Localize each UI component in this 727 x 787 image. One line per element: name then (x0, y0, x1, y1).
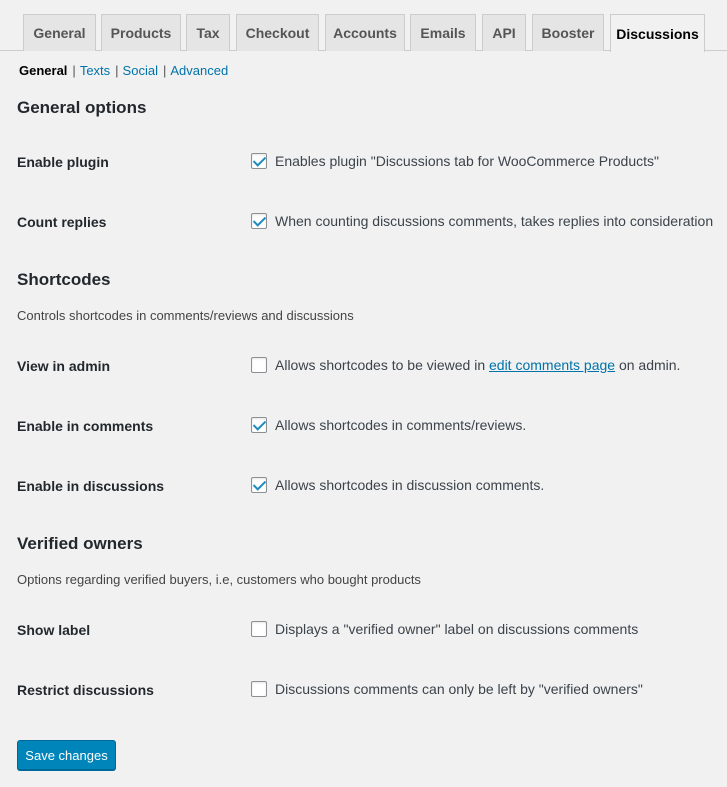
view-in-admin-text-before: Allows shortcodes to be viewed in (275, 357, 486, 373)
tab-tax[interactable]: Tax (186, 14, 230, 51)
shortcodes-description: Controls shortcodes in comments/reviews and discussions (17, 308, 354, 323)
verified-owners-description: Options regarding verified buyers, i.e, customers who bought products (17, 572, 421, 587)
enable-plugin-label: Enable plugin (17, 154, 109, 170)
enable-plugin-text: Enables plugin "Discussions tab for WooCommerce Products" (275, 153, 659, 169)
tab-accounts[interactable]: Accounts (325, 14, 405, 51)
enable-in-comments-field (251, 417, 526, 433)
restrict-discussions-field (251, 681, 643, 697)
tab-discussions[interactable]: Discussions (610, 14, 705, 52)
restrict-discussions-text: Discussions comments can only be left by "verified owners" (275, 681, 643, 697)
subnav-advanced[interactable]: Advanced (170, 62, 229, 78)
subnav-separator: | (72, 62, 76, 78)
enable-plugin-checkbox[interactable] (251, 153, 267, 169)
count-replies-label: Count replies (17, 214, 107, 230)
tab-checkout[interactable]: Checkout (236, 14, 319, 51)
tab-general[interactable]: General (23, 14, 96, 51)
enable-in-comments-text: Allows shortcodes in comments/reviews. (275, 417, 527, 433)
save-changes-button[interactable]: Save changes (17, 740, 116, 770)
shortcodes-heading: Shortcodes (17, 270, 111, 289)
enable-in-comments-checkbox[interactable] (251, 417, 267, 433)
view-in-admin-label: View in admin (17, 358, 111, 374)
enable-in-discussions-label: Enable in discussions (17, 478, 165, 494)
restrict-discussions-checkbox[interactable] (251, 681, 267, 697)
general-options-heading: General options (17, 98, 147, 117)
enable-in-discussions-text: Allows shortcodes in discussion comments. (275, 477, 545, 493)
show-label-checkbox[interactable] (251, 621, 267, 637)
enable-in-discussions-field (251, 477, 544, 493)
subnav-separator: | (115, 62, 119, 78)
enable-in-discussions-checkbox[interactable] (251, 477, 267, 493)
show-label-text: Displays a "verified owner" label on discussions comments (275, 621, 639, 637)
tab-products[interactable]: Products (101, 14, 181, 51)
section-subnav (19, 62, 228, 78)
subnav-texts[interactable]: Texts (79, 62, 111, 78)
tab-api[interactable]: API (482, 14, 526, 51)
show-label-field (251, 621, 638, 637)
edit-comments-page-link[interactable]: edit comments page (489, 357, 616, 373)
count-replies-checkbox[interactable] (251, 213, 267, 229)
enable-in-comments-label: Enable in comments (17, 418, 154, 434)
count-replies-field (251, 213, 713, 229)
settings-tabs (0, 14, 727, 51)
view-in-admin-text-after: on admin. (618, 357, 681, 373)
tab-booster[interactable]: Booster (532, 14, 604, 51)
subnav-separator: | (162, 62, 167, 78)
subnav-general[interactable]: General (19, 62, 68, 78)
count-replies-text: When counting discussions comments, takes replies into consideration (275, 213, 714, 229)
show-label-label: Show label (17, 622, 91, 638)
view-in-admin-checkbox[interactable] (251, 357, 267, 373)
subnav-social[interactable]: Social (122, 62, 158, 78)
enable-plugin-field (251, 153, 659, 169)
restrict-discussions-label: Restrict discussions (17, 682, 154, 698)
verified-owners-heading: Verified owners (17, 534, 143, 553)
tab-emails[interactable]: Emails (410, 14, 476, 51)
view-in-admin-field (251, 357, 680, 373)
